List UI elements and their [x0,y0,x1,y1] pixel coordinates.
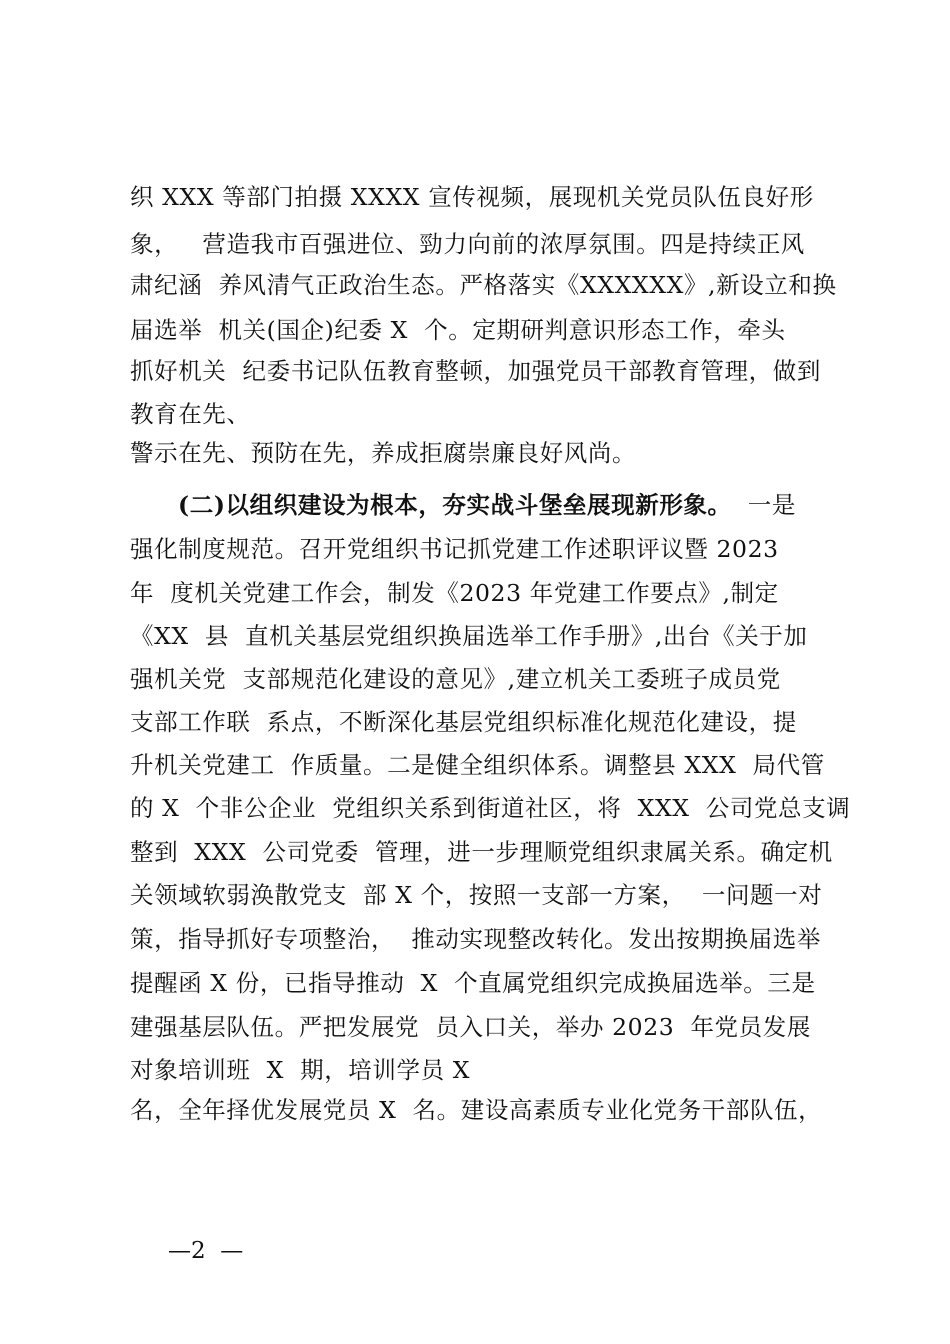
page-number: —2 — [168,1238,244,1264]
heading-line-tail: 一是 [731,491,796,519]
body-line-18: 策，指导抓好专项整治， 推动实现整改转化。发出按期换届选举 [130,925,821,953]
body-line-10: 年 度机关党建工作会，制发《2023 年党建工作要点》,制定 [130,579,779,607]
body-line-15: 的 X 个非公企业 党组织关系到街道社区，将 XXX 公司党总支调 [130,794,851,822]
body-line-11: 《XX 县 直机关基层党组织换届选举工作手册》,出台《关于加 [130,622,808,650]
body-line-4: 届选举 机关(国企)纪委 X 个。定期研判意识形态工作，牵头 [130,316,786,344]
body-line-21: 对象培训班 X 期，培训学员 X [130,1056,471,1084]
body-line-7: 警示在先、预防在先，养成拒腐崇廉良好风尚。 [130,439,637,467]
section-heading: (二)以组织建设为根本，夯实战斗堡垒展现新形象。 [178,491,732,519]
body-line-1: 织 XXX 等部门拍摄 XXXX 宣传视频，展现机关党员队伍良好形 [130,183,814,211]
body-line-6: 教育在先、 [130,400,251,428]
body-line-13: 支部工作联 系点，不断深化基层党组织标准化规范化建设，提 [130,708,797,736]
body-line-22: 名，全年择优发展党员 X 名。建设高素质专业化党务干部队伍， [130,1096,823,1124]
body-line-3: 肃纪涵 养风清气正政治生态。严格落实《XXXXXX》,新设立和换 [130,271,837,299]
body-line-5: 抓好机关 纪委书记队伍教育整顿，加强党员干部教育管理，做到 [130,357,821,385]
body-line-9: 强化制度规范。召开党组织书记抓党建工作述职评议暨 2023 [130,535,779,563]
body-line-2: 象， 营造我市百强进位、勁力向前的浓厚氛围。四是持续正风 [130,230,805,258]
section-heading-line [178,488,796,522]
body-line-17: 关领域软弱涣散党支 部 X 个，按照一支部一方案， 一问题一对 [130,881,823,909]
body-line-12: 强机关党 支部规范化建设的意见》,建立机关工委班子成员党 [130,665,781,693]
body-line-16: 整到 XXX 公司党委 管理，进一步理顺党组织隶属关系。确定机 [130,838,833,866]
body-line-20: 建强基层队伍。严把发展党 员入口关，举办 2023 年党员发展 [130,1013,811,1041]
body-line-19: 提醒函 X 份，已指导推动 X 个直属党组织完成换届选举。三是 [130,969,816,997]
body-line-14: 升机关党建工 作质量。二是健全组织体系。调整县 XXX 局代管 [130,751,825,779]
